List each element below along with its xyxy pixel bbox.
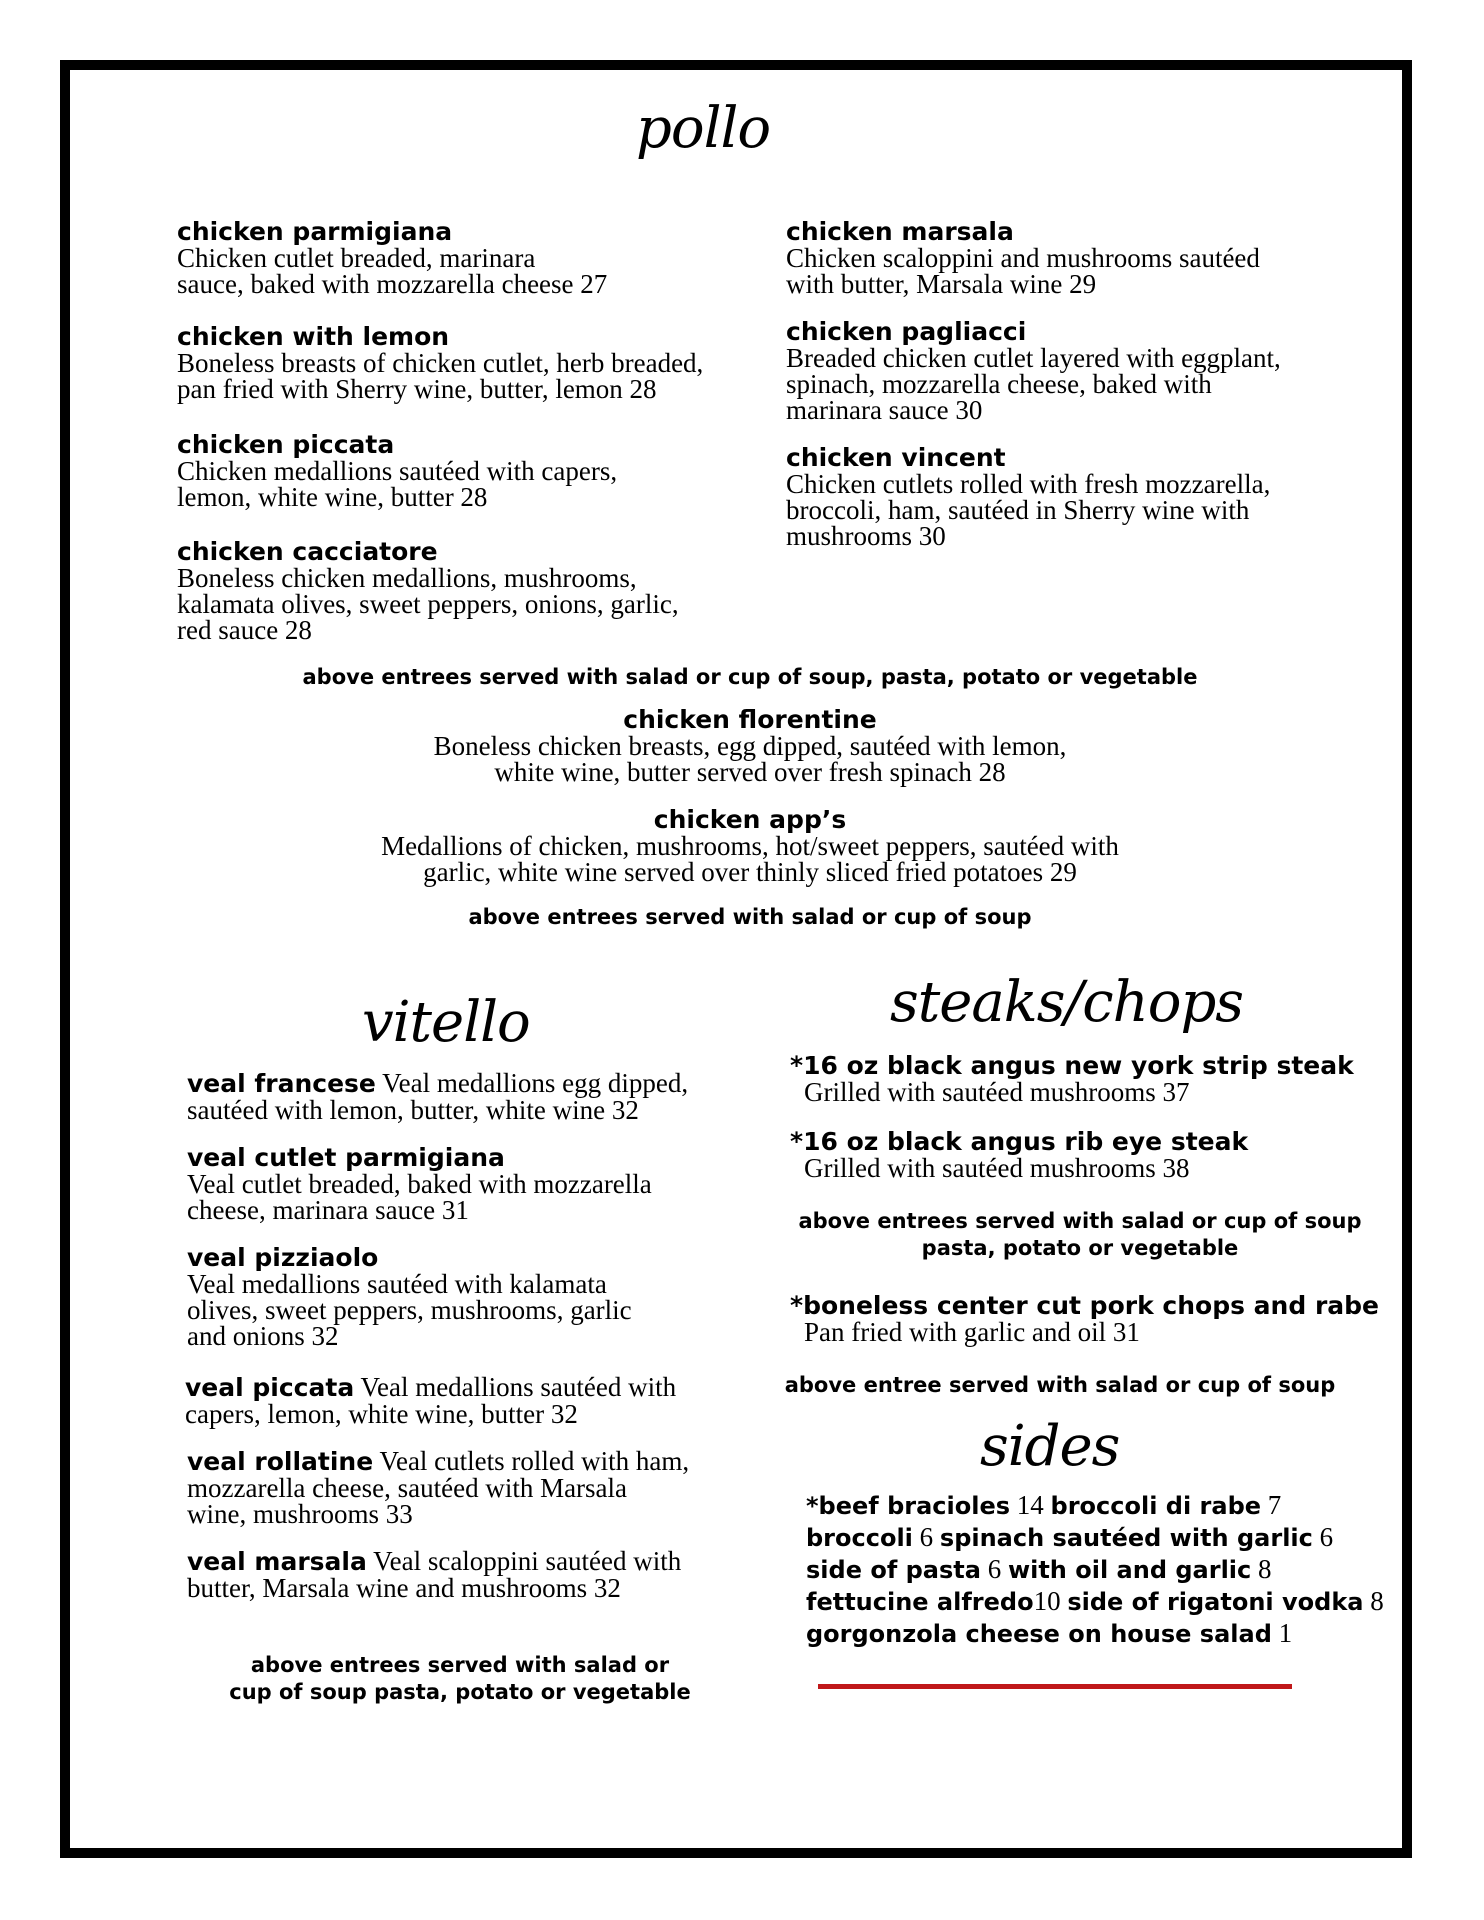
item-name: chicken cacciatore: [177, 537, 438, 566]
menu-item: [177, 323, 703, 402]
item-desc: Pan fried with garlic and oil 31: [804, 1317, 1140, 1347]
item-desc: garlic, white wine served over thinly sliced fried potatoes 29: [423, 857, 1077, 887]
item-desc: sauce, baked with mozzarella cheese 27: [177, 269, 608, 299]
item-name: chicken with lemon: [177, 322, 450, 351]
side-price: 8: [1363, 1586, 1384, 1616]
side-name: side of rigatoni vodka: [1067, 1588, 1364, 1616]
side-price: 6: [1312, 1522, 1334, 1552]
served-with-note: [790, 1208, 1370, 1262]
item-desc: cheese, marinara sauce 31: [187, 1195, 469, 1225]
side-name: fettucine alfredo: [806, 1588, 1034, 1616]
menu-item: [187, 1070, 747, 1123]
menu-item: [177, 431, 617, 510]
item-name: veal marsala: [187, 1547, 367, 1576]
side-price: 6: [980, 1554, 1008, 1584]
side-name: spinach sautéed with garlic: [939, 1524, 1313, 1552]
item-desc: pan fried with Sherry wine, butter, lemon 28: [177, 374, 657, 404]
item-name: veal pizziaolo: [187, 1243, 379, 1272]
item-desc: Veal cutlets rolled with ham,: [373, 1446, 690, 1476]
item-desc: white wine, butter served over fresh spinach 28: [494, 757, 1006, 787]
item-name: veal rollatine: [187, 1447, 374, 1476]
menu-item: [177, 218, 607, 297]
item-desc: capers, lemon, white wine, butter 32: [185, 1399, 578, 1429]
side-price: 8: [1251, 1554, 1272, 1584]
item-name: chicken app’s: [653, 805, 847, 834]
note-line: above entrees served with salad or cup of soup: [798, 1209, 1362, 1233]
heading-vitello: vitello: [362, 990, 530, 1055]
item-desc: mozzarella cheese, sautéed with Marsala: [187, 1473, 628, 1503]
item-desc: mushrooms 30: [786, 521, 946, 551]
item-name: veal cutlet parmigiana: [187, 1143, 505, 1172]
side-name: broccoli: [806, 1524, 913, 1552]
menu-item: [200, 706, 1300, 785]
item-name: *boneless center cut pork chops and rabe: [790, 1291, 1379, 1320]
served-with-note: above entrees served with salad or cup of soup, pasta, potato or vegetable: [302, 665, 1198, 689]
served-with-note: [180, 1652, 740, 1706]
item-desc: Chicken cutlets rolled with fresh mozzarella,: [786, 469, 1271, 499]
menu-item: [187, 1144, 652, 1223]
item-desc: spinach, mozzarella cheese, baked with: [786, 369, 1212, 399]
item-desc: Breaded chicken cutlet layered with eggplant,: [786, 343, 1281, 373]
item-desc: lemon, white wine, butter 28: [177, 482, 488, 512]
item-desc: Boneless chicken breasts, egg dipped, sautéed with lemon,: [433, 731, 1067, 761]
decorative-red-line: [818, 1684, 1292, 1689]
item-desc: and onions 32: [187, 1321, 339, 1351]
heading-pollo: pollo: [636, 96, 771, 161]
item-desc: broccoli, ham, sautéed in Sherry wine with: [786, 495, 1250, 525]
item-name: veal piccata: [185, 1373, 355, 1402]
side-price: 1: [1271, 1618, 1293, 1648]
menu-item: [187, 1548, 747, 1601]
item-desc: Veal scaloppini sautéed with: [366, 1546, 682, 1576]
item-desc: Chicken cutlet breaded, marinara: [177, 243, 536, 273]
item-name: chicken vincent: [786, 443, 1006, 472]
menu-item: [187, 1244, 632, 1349]
side-price: 7: [1261, 1490, 1282, 1520]
item-name: chicken piccata: [177, 430, 395, 459]
side-name: with oil and garlic: [1007, 1556, 1252, 1584]
item-name: chicken florentine: [623, 705, 877, 734]
note-line: cup of soup pasta, potato or vegetable: [229, 1680, 691, 1704]
menu-item: [786, 444, 1270, 549]
item-desc: Chicken medallions sautéed with capers,: [177, 456, 618, 486]
heading-steaks-chops: steaks/chops: [890, 970, 1244, 1035]
menu-item: [185, 1374, 745, 1427]
item-desc: marinara sauce 30: [786, 395, 983, 425]
item-name: *16 oz black angus new york strip steak: [790, 1051, 1354, 1080]
item-desc: Grilled with sautéed mushrooms 38: [804, 1153, 1190, 1183]
served-with-note: above entree served with salad or cup of soup: [784, 1373, 1336, 1397]
side-price: 14: [1010, 1490, 1051, 1520]
side-name: *beef bracioles: [806, 1492, 1011, 1520]
item-name: chicken parmigiana: [177, 217, 453, 246]
sides-row: [806, 1490, 1384, 1522]
sides-row: [806, 1618, 1384, 1650]
item-desc: Grilled with sautéed mushrooms 37: [804, 1077, 1190, 1107]
item-desc: butter, Marsala wine and mushrooms 32: [187, 1573, 621, 1603]
menu-item: [786, 218, 1260, 297]
item-desc: wine, mushrooms 33: [187, 1499, 413, 1529]
side-price: 10: [1033, 1586, 1068, 1616]
item-desc: Boneless breasts of chicken cutlet, herb breaded,: [177, 348, 704, 378]
item-name: chicken pagliacci: [786, 317, 1027, 346]
side-name: gorgonzola cheese on house salad: [806, 1620, 1272, 1648]
item-desc: with butter, Marsala wine 29: [786, 269, 1097, 299]
served-with-note: above entrees served with salad or cup of soup: [468, 905, 1032, 929]
item-desc: Veal cutlet breaded, baked with mozzarella: [187, 1169, 652, 1199]
menu-item: [200, 806, 1300, 885]
item-desc: sautéed with lemon, butter, white wine 32: [187, 1095, 639, 1125]
sides-row: [806, 1522, 1384, 1554]
note-line: pasta, potato or vegetable: [921, 1236, 1239, 1260]
sides-list: [806, 1490, 1384, 1650]
item-desc: Chicken scaloppini and mushrooms sautéed: [786, 243, 1260, 273]
menu-item: [790, 1052, 1354, 1105]
item-name: *16 oz black angus rib eye steak: [790, 1127, 1249, 1156]
item-desc: kalamata olives, sweet peppers, onions, garlic,: [177, 589, 679, 619]
menu-item: [790, 1292, 1379, 1345]
side-name: broccoli di rabe: [1050, 1492, 1262, 1520]
side-price: 6: [912, 1522, 940, 1552]
item-desc: Boneless chicken medallions, mushrooms,: [177, 563, 637, 593]
item-name: veal francese: [187, 1069, 376, 1098]
menu-item: [786, 318, 1281, 423]
item-desc: red sauce 28: [177, 615, 312, 645]
sides-row: [806, 1586, 1384, 1618]
item-desc: Veal medallions sautéed with: [354, 1372, 677, 1402]
sides-row: [806, 1554, 1384, 1586]
item-desc: Veal medallions egg dipped,: [375, 1068, 689, 1098]
menu-item: [790, 1128, 1248, 1181]
item-name: chicken marsala: [786, 217, 1014, 246]
item-desc: Medallions of chicken, mushrooms, hot/sweet peppers, sautéed with: [381, 831, 1119, 861]
item-desc: olives, sweet peppers, mushrooms, garlic: [187, 1295, 632, 1325]
item-desc: Veal medallions sautéed with kalamata: [187, 1269, 607, 1299]
side-name: side of pasta: [806, 1556, 981, 1584]
heading-sides: sides: [980, 1414, 1120, 1479]
note-line: above entrees served with salad or: [250, 1653, 670, 1677]
menu-item: [187, 1448, 747, 1527]
menu-item: [177, 538, 679, 643]
